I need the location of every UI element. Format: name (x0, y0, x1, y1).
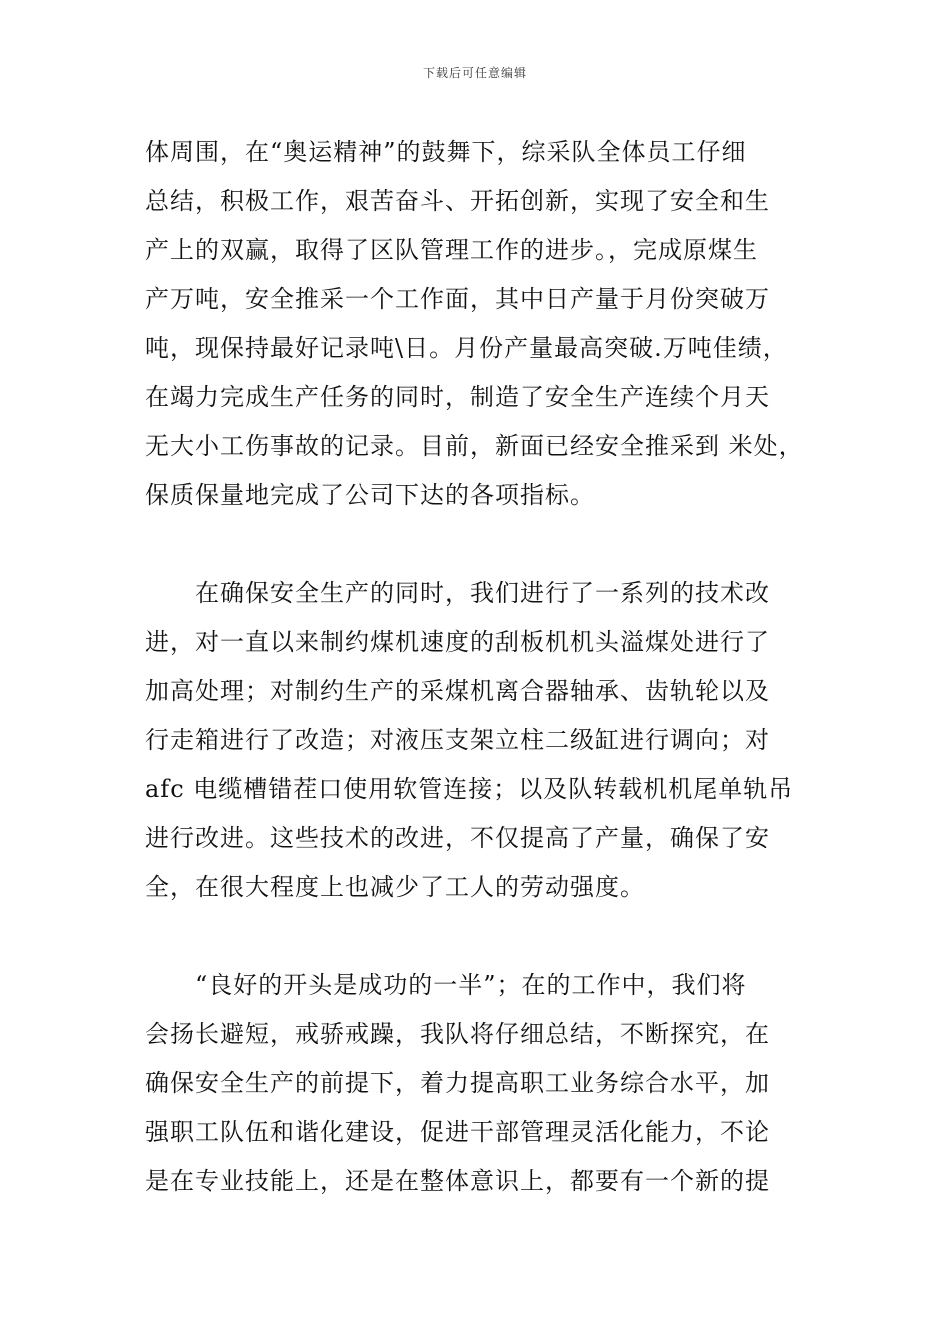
document-body (145, 128, 810, 1206)
paragraph-3 (145, 961, 810, 1206)
text-line: 行走箱进行了改造；对液压支架立柱二级缸进行调向；对 (145, 726, 770, 754)
paragraph-2 (145, 569, 810, 912)
paragraph-1 (145, 128, 810, 520)
text-line: 进行改进。这些技术的改进，不仅提高了产量，确保了安 (145, 824, 770, 852)
text-line: 加高处理；对制约生产的采煤机离合器轴承、齿轨轮以及 (145, 677, 770, 705)
text-line: 会扬长避短，戒骄戒躁，我队将仔细总结，不断探究，在 (145, 1020, 770, 1048)
text-line: 产上的双赢，取得了区队管理工作的进步。，完成原煤生 (145, 236, 758, 264)
text-line: 进，对一直以来制约煤机速度的刮板机机头溢煤处进行了 (145, 628, 770, 656)
paragraph-spacer (145, 520, 810, 569)
text-line: 总结，积极工作，艰苦奋斗、开拓创新，实现了安全和生 (145, 187, 770, 215)
text-line: 强职工队伍和谐化建设，促进干部管理灵活化能力，不论 (145, 1118, 770, 1146)
text-line: “良好的开头是成功的一半”；在的工作中，我们将 (145, 971, 747, 999)
text-line: afc 电缆槽错茬口使用软管连接；以及队转载机机尾单轨吊 (145, 775, 794, 803)
paragraph-spacer (145, 912, 810, 961)
page-header-note: 下载后可任意编辑 (422, 66, 527, 80)
text-line: 保质保量地完成了公司下达的各项指标。 (145, 481, 595, 509)
text-line: 确保安全生产的前提下，着力提高职工业务综合水平，加 (145, 1069, 770, 1097)
text-line: 在竭力完成生产任务的同时，制造了安全生产连续个月天 (145, 383, 770, 411)
text-line: 吨，现保持最好记录吨\日。月份产量最高突破.万吨佳绩， (145, 334, 788, 362)
text-line: 产万吨，安全推采一个工作面，其中日产量于月份突破万 (145, 285, 770, 313)
text-line: 是在专业技能上，还是在整体意识上，都要有一个新的提 (145, 1167, 770, 1195)
text-line: 无大小工伤事故的记录。目前，新面已经安全推采到 米处， (145, 432, 804, 460)
text-line: 全，在很大程度上也减少了工人的劳动强度。 (145, 873, 645, 901)
text-line: 在确保安全生产的同时，我们进行了一系列的技术改 (145, 579, 770, 607)
text-line: 体周围，在“奥运精神”的鼓舞下，综采队全体员工仔细 (145, 138, 747, 166)
